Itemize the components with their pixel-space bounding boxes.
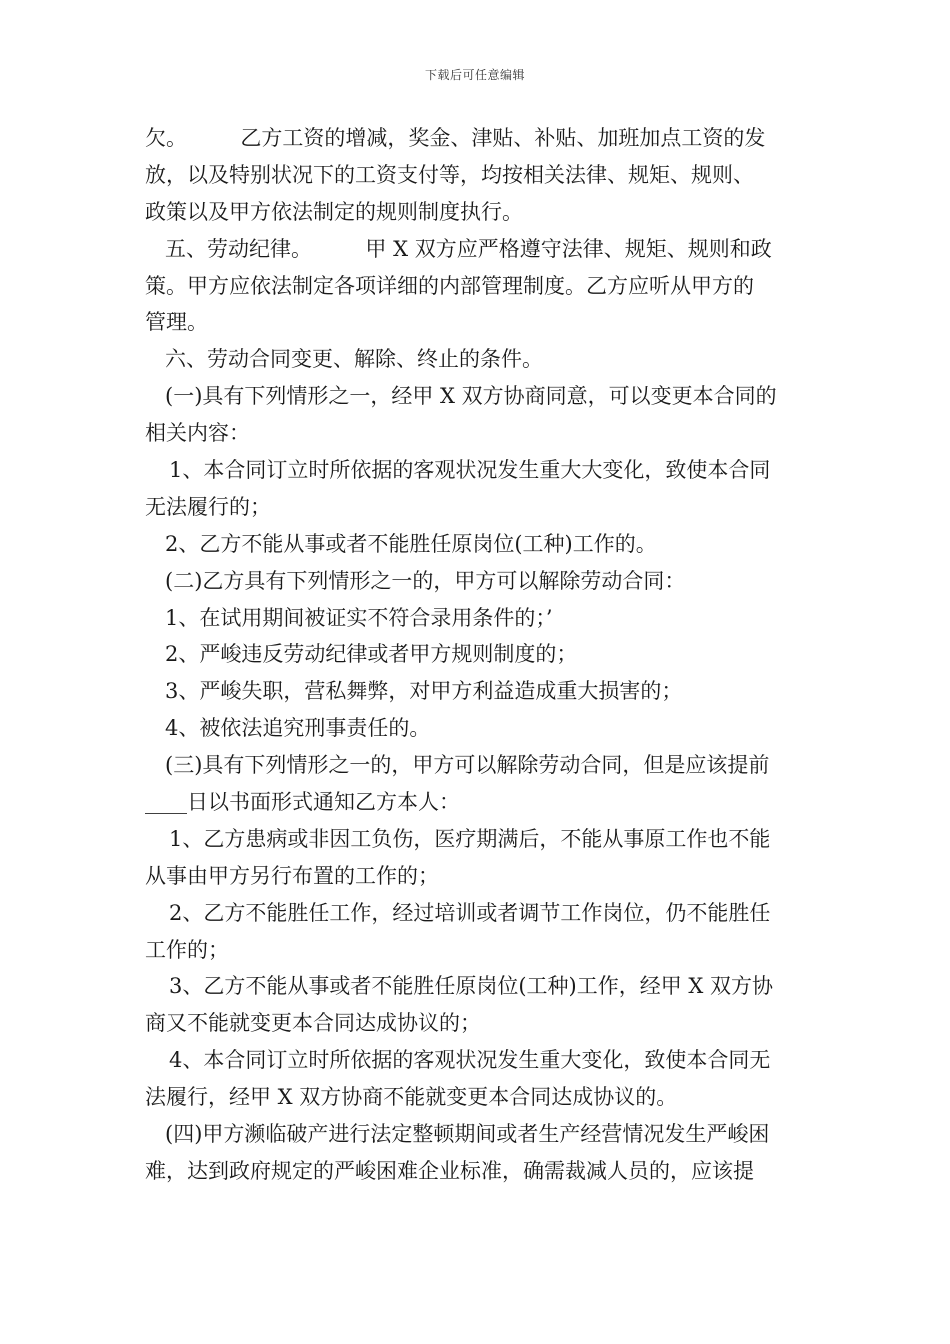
paragraph-line: (一)具有下列情形之一，经甲 X 双方协商同意，可以变更本合同的	[165, 384, 777, 409]
list-item: 2、严峻违反劳动纪律或者甲方规则制度的；	[165, 642, 578, 667]
list-item: 1、乙方患病或非因工负伤，医疗期满后，不能从事原工作也不能	[169, 826, 771, 851]
paragraph-line: ____日以书面形式通知乙方本人：	[145, 790, 460, 815]
paragraph-line: 政策以及甲方依法制定的规则制度执行。	[145, 199, 523, 224]
paragraph-line: 工作的；	[145, 937, 229, 962]
list-item: 1、在试用期间被证实不符合录用条件的；’	[165, 605, 553, 630]
paragraph-line: 五、劳动纪律。 甲 X 双方应严格遵守法律、规矩、规则和政	[165, 236, 772, 261]
page-header: 下载后可任意编辑	[424, 68, 525, 82]
paragraph-line: 欠。 乙方工资的增减，奖金、津贴、补贴、加班加点工资的发	[145, 126, 766, 150]
section-heading: 六、劳动合同变更、解除、终止的条件。	[165, 347, 543, 372]
paragraph-line: 商又不能就变更本合同达成协议的；	[145, 1011, 481, 1036]
paragraph-line: 策。甲方应依法制定各项详细的内部管理制度。乙方应听从甲方的	[145, 273, 754, 298]
document-body	[145, 120, 810, 1190]
list-item: 2、乙方不能胜任工作，经过培训或者调节工作岗位，仍不能胜任	[169, 900, 771, 925]
list-item: 2、乙方不能从事或者不能胜任原岗位(工种)工作的。	[165, 531, 657, 556]
paragraph-line: 无法履行的；	[145, 494, 271, 519]
list-item: 3、严峻失职，营私舞弊，对甲方利益造成重大损害的；	[165, 679, 683, 704]
paragraph-line: 放，以及特别状况下的工资支付等，均按相关法律、规矩、规则、	[145, 162, 754, 187]
paragraph-line: (二)乙方具有下列情形之一的，甲方可以解除劳动合同：	[165, 568, 686, 593]
list-item: 1、本合同订立时所依据的客观状况发生重大大变化，致使本合同	[169, 458, 771, 483]
paragraph-line: 相关内容：	[145, 421, 250, 446]
list-item: 3、乙方不能从事或者不能胜任原岗位(工种)工作，经甲 X 双方协	[169, 974, 774, 999]
list-item: 4、本合同订立时所依据的客观状况发生重大变化，致使本合同无	[169, 1048, 771, 1073]
paragraph-line: 从事由甲方另行布置的工作的；	[145, 863, 439, 888]
paragraph-line: (四)甲方濒临破产进行法定整顿期间或者生产经营情况发生严峻困	[165, 1122, 770, 1147]
paragraph-line: 法履行，经甲 X 双方协商不能就变更本合同达成协议的。	[145, 1085, 678, 1110]
paragraph-line: 管理。	[145, 310, 208, 335]
paragraph-line: 难，达到政府规定的严峻困难企业标准，确需裁减人员的，应该提	[145, 1158, 754, 1183]
list-item: 4、被依法追究刑事责任的。	[165, 716, 431, 741]
paragraph-line: (三)具有下列情形之一的，甲方可以解除劳动合同，但是应该提前	[165, 753, 770, 778]
